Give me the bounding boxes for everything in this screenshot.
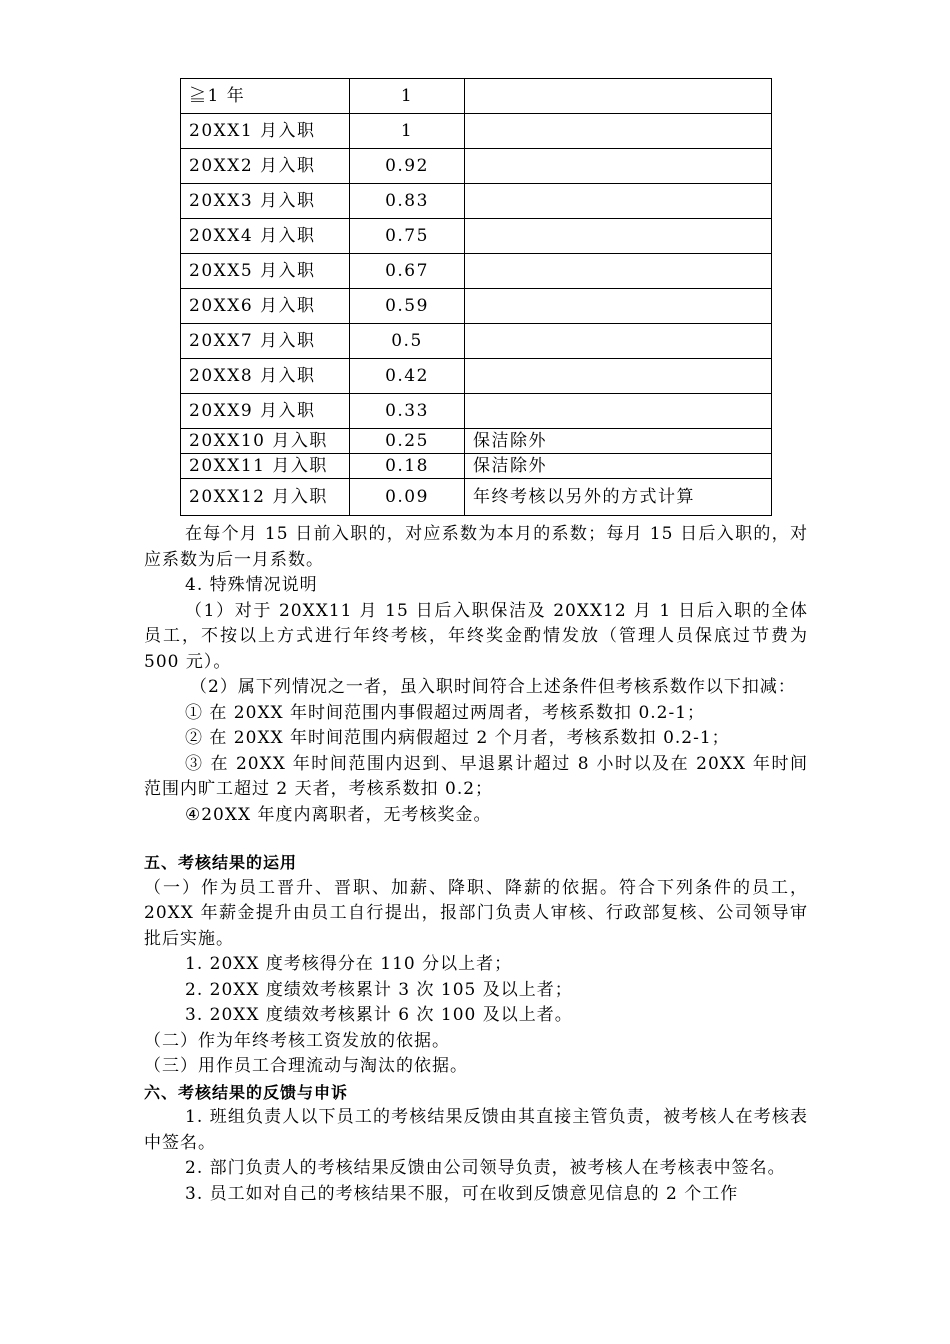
list-item-usage-c: 3. 20XX 度绩效考核累计 6 次 100 及以上者。 [185,1005,573,1025]
paragraph-usage-3: （三）用作员工合理流动与淘汰的依据。 [144,1056,468,1076]
table-row [181,219,772,254]
list-item-deduction-2: ② 在 20XX 年时间范围内病假超过 2 个月者，考核系数扣 0.2-1； [185,728,730,748]
table-row [181,149,772,184]
table-row [181,79,772,114]
table-row [181,454,772,479]
paragraph-entry-rule: 在每个月 15 日前入职的，对应系数为本月的系数；每月 15 日后入职的，对应系数为后一月系数。 [144,524,808,570]
document-body [144,522,808,1207]
table-cell-period: 20XX8 月入职 [181,359,350,394]
table-cell-coefficient: 0.09 [350,479,465,516]
table-row [181,289,772,324]
table-cell-coefficient: 0.67 [350,254,465,289]
table-row [181,429,772,454]
list-item-deduction-1: ① 在 20XX 年时间范围内事假超过两周者，考核系数扣 0.2-1； [185,702,706,723]
table-cell-period: 20XX2 月入职 [181,149,350,184]
table-cell-note [465,359,772,394]
table-cell-period: 20XX11 月入职 [181,454,350,479]
table-cell-coefficient: 0.5 [350,324,465,359]
coefficient-table [180,78,772,516]
table-cell-period: 20XX3 月入职 [181,184,350,219]
table-cell-coefficient: 0.92 [350,149,465,184]
table-cell-note [465,184,772,219]
table-cell-period: 20XX10 月入职 [181,429,350,454]
table-cell-note [465,254,772,289]
table-cell-period: 20XX9 月入职 [181,394,350,429]
paragraph-special-1: （1）对于 20XX11 月 15 日后入职保洁及 20XX12 月 1 日后入职的全体员工，不按以上方式进行年终考核，年终奖金酌情发放（管理人员保底过节费为 500 元）。 [144,600,808,672]
table-cell-coefficient: 0.18 [350,454,465,479]
table-cell-note [465,114,772,149]
spacer [144,828,808,850]
paragraph-feedback-2: 2. 部门负责人的考核结果反馈由公司领导负责，被考核人在考核表中签名。 [185,1158,786,1178]
subsection-title-special: 4. 特殊情况说明 [185,575,318,595]
table-cell-period: 20XX1 月入职 [181,114,350,149]
list-item-deduction-4: ④20XX 年度内离职者，无考核奖金。 [185,804,492,825]
table-cell-coefficient: 0.83 [350,184,465,219]
table-cell-period: 20XX5 月入职 [181,254,350,289]
list-item-usage-a: 1. 20XX 度考核得分在 110 分以上者； [185,954,513,974]
paragraph-usage-1: （一）作为员工晋升、晋职、加薪、降职、降薪的依据。符合下列条件的员工，20XX 年薪金提升由员工自行提出，报部门负责人审核、行政部复核、公司领导审批后实施。 [144,877,808,949]
table-row [181,254,772,289]
section-heading-5: 五、考核结果的运用 [144,853,298,872]
table-cell-period: 20XX7 月入职 [181,324,350,359]
table-cell-period: 20XX12 月入职 [181,479,350,516]
table-cell-coefficient: 0.75 [350,219,465,254]
table-cell-note [465,219,772,254]
section-heading-6: 六、考核结果的反馈与申诉 [144,1082,349,1102]
table-cell-period: ≧1 年 [181,79,350,114]
table-cell-coefficient: 0.25 [350,429,465,454]
paragraph-feedback-3: 3. 员工如对自己的考核结果不服，可在收到反馈意见信息的 2 个工作 [185,1183,739,1204]
list-item-deduction-3: ③ 在 20XX 年时间范围内迟到、早退累计超过 8 小时以及在 20XX 年时间范围内旷工超过 2 天者，考核系数扣 0.2； [144,753,808,799]
table-cell-coefficient: 1 [350,79,465,114]
table-cell-note [465,149,772,184]
table-cell-period: 20XX6 月入职 [181,289,350,324]
table-cell-note [465,289,772,324]
table-row [181,324,772,359]
table-row [181,359,772,394]
table-cell-note: 年终考核以另外的方式计算 [465,479,772,516]
table-cell-coefficient: 0.42 [350,359,465,394]
list-item-usage-b: 2. 20XX 度绩效考核累计 3 次 105 及以上者； [185,979,573,1000]
table-cell-note [465,324,772,359]
table-row [181,479,772,516]
table-cell-period: 20XX4 月入职 [181,219,350,254]
table-cell-note [465,79,772,114]
table-cell-note: 保洁除外 [465,454,772,479]
paragraph-feedback-1: 1. 班组负责人以下员工的考核结果反馈由其直接主管负责，被考核人在考核表中签名。 [144,1107,808,1153]
paragraph-usage-2: （二）作为年终考核工资发放的依据。 [144,1030,450,1051]
table-row [181,114,772,149]
table-row [181,394,772,429]
table-cell-note: 保洁除外 [465,429,772,454]
table-cell-coefficient: 0.33 [350,394,465,429]
table-cell-coefficient: 1 [350,114,465,149]
table-row [181,184,772,219]
paragraph-special-2: （2）属下列情况之一者，虽入职时间符合上述条件但考核系数作以下扣减： [190,677,796,697]
table-cell-note [465,394,772,429]
table-cell-coefficient: 0.59 [350,289,465,324]
